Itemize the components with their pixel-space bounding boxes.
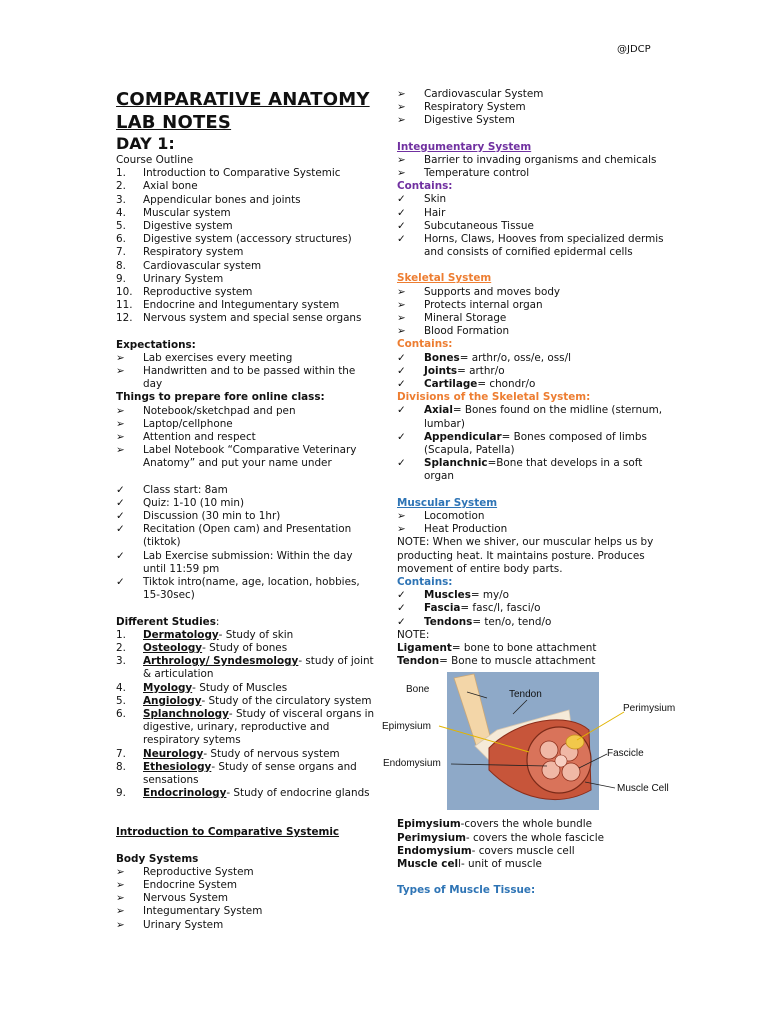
checklist-item: ✓ Subcutaneous Tissue: [397, 219, 534, 232]
figure-label-tendon: Tendon: [509, 689, 542, 701]
expectations-label: Expectations:: [116, 338, 196, 351]
list-item: ➢ Barrier to invading organisms and chemicals: [397, 153, 657, 166]
arrow-bullet-icon: ➢: [116, 878, 125, 891]
arrow-bullet-icon: ➢: [116, 431, 125, 444]
checklist-item: ✓ Tendons= ten/o, tend/o: [397, 615, 552, 628]
muscular-heading: Muscular System: [397, 496, 498, 509]
checkmark-icon: ✓: [397, 589, 406, 602]
list-item: 8. Ethesiology- Study of sense organs and sensations: [116, 760, 357, 786]
arrow-bullet-icon: ➢: [397, 298, 406, 311]
day-heading: DAY 1:: [116, 134, 175, 153]
list-item: 3. Appendicular bones and joints: [116, 193, 301, 206]
definition-row: Endomysium- covers muscle cell: [397, 844, 575, 857]
list-item: 12. Nervous system and special sense organs: [116, 312, 362, 325]
list-item: ➢ Blood Formation: [397, 325, 510, 338]
arrow-bullet-icon: ➢: [116, 918, 125, 931]
list-item: 6. Digestive system (accessory structures): [116, 233, 352, 246]
muscular-note: NOTE: When we shiver, our muscular helps us by producting heat. It maintains posture. Produces movement of entire body parts.: [397, 536, 654, 575]
list-item: 1. Introduction to Comparative Systemic: [116, 167, 341, 180]
arrow-bullet-icon: ➢: [116, 351, 125, 364]
body-systems-label: Body Systems: [116, 852, 199, 865]
arrow-bullet-icon: ➢: [397, 285, 406, 298]
arrow-bullet-icon: ➢: [116, 404, 125, 417]
arrow-bullet-icon: ➢: [116, 892, 125, 905]
figure-label-perimysium: Perimysium: [623, 703, 676, 715]
list-item: ➢ Temperature control: [397, 167, 530, 180]
arrow-bullet-icon: ➢: [397, 312, 406, 325]
checklist-item: ✓ Lab Exercise submission: Within the day until 11:59 pm: [116, 549, 353, 575]
list-item: 4. Myology- Study of Muscles: [116, 681, 288, 694]
author-handle: @JDCP: [617, 44, 651, 55]
checklist-item: ✓ Joints= arthr/o: [397, 364, 505, 377]
checklist-item: ✓ Tiktok intro(name, age, location, hobbies, 15-30sec): [116, 576, 360, 602]
definition-row: Muscle cell- unit of muscle: [397, 857, 542, 870]
list-item: 8. Cardiovascular system: [116, 259, 262, 272]
arrow-bullet-icon: ➢: [116, 417, 125, 430]
checklist-item: ✓ Axial= Bones found on the midline (sternum, lumbar): [397, 404, 663, 430]
list-item: ➢ Handwritten and to be passed within the day: [116, 365, 356, 391]
checklist-item: ✓ Discussion (30 min to 1hr): [116, 510, 281, 523]
left-column: [116, 88, 376, 932]
checklist-item: ✓ Cartilage= chondr/o: [397, 378, 536, 391]
list-item: 11. Endocrine and Integumentary system: [116, 299, 340, 312]
muscular-contains-label: Contains:: [397, 575, 453, 588]
list-item: 7. Respiratory system: [116, 246, 244, 259]
list-item: 4. Muscular system: [116, 206, 231, 219]
checklist-item: ✓ Fascia= fasc/l, fasci/o: [397, 602, 541, 615]
fascicle-shape: [540, 741, 558, 759]
list-item: 7. Neurology- Study of nervous system: [116, 747, 340, 760]
checkmark-icon: ✓: [397, 615, 406, 628]
arrow-bullet-icon: ➢: [397, 167, 406, 180]
checkmark-icon: ✓: [397, 206, 406, 219]
figure-label-epimysium: Epimysium: [382, 721, 431, 733]
course-outline-label: Course Outline: [116, 154, 194, 166]
list-item: ➢ Urinary System: [116, 918, 224, 931]
arrow-bullet-icon: ➢: [397, 101, 406, 114]
intro-heading: Introduction to Comparative Systemic: [116, 826, 340, 839]
definition-row: Perimysium- covers the whole fascicle: [397, 831, 604, 844]
checkmark-icon: ✓: [397, 602, 406, 615]
list-item: ➢ Notebook/sketchpad and pen: [116, 404, 296, 417]
checkmark-icon: ✓: [116, 523, 125, 536]
doc-title-line2: LAB NOTES: [116, 112, 232, 133]
arrow-bullet-icon: ➢: [116, 444, 125, 457]
skeletal-contains-label: Contains:: [397, 338, 453, 351]
checkmark-icon: ✓: [397, 430, 406, 443]
list-item: ➢ Label Notebook “Comparative Veterinary Anatomy” and put your name under: [116, 444, 357, 470]
checklist-item: ✓ Quiz: 1-10 (10 min): [116, 496, 245, 509]
list-item: 6. Splanchnology- Study of visceral organs in digestive, urinary, reproductive and respiratory sytems: [116, 707, 375, 747]
checkmark-icon: ✓: [397, 457, 406, 470]
checkmark-icon: ✓: [397, 378, 406, 391]
muscle-tissue-heading: Types of Muscle Tissue:: [397, 884, 536, 897]
arrow-bullet-icon: ➢: [397, 88, 406, 100]
definition-row: Ligament= bone to bone attachment: [397, 641, 597, 654]
figure-label-bone: Bone: [406, 684, 430, 696]
checklist-item: ✓ Hair: [397, 206, 446, 219]
list-item: ➢ Locomotion: [397, 509, 485, 522]
arrow-bullet-icon: ➢: [116, 905, 125, 918]
list-item: ➢ Digestive System: [397, 114, 515, 127]
list-item: ➢ Attention and respect: [116, 431, 256, 444]
list-item: ➢ Supports and moves body: [397, 285, 561, 298]
integumentary-contains-label: Contains:: [397, 180, 453, 193]
studies-label: Different Studies:: [116, 615, 220, 628]
list-item: 1. Dermatology- Study of skin: [116, 628, 294, 641]
checkmark-icon: ✓: [116, 496, 125, 509]
figure-label-muscle-cell: Muscle Cell: [617, 783, 669, 795]
list-item: ➢ Heat Production: [397, 523, 508, 536]
list-item: 5. Angiology- Study of the circulatory system: [116, 694, 372, 707]
checklist-item: ✓ Horns, Claws, Hooves from specialized dermis and consists of cornified epidermal cells: [397, 233, 664, 259]
arrow-bullet-icon: ➢: [116, 865, 125, 878]
integumentary-heading: Integumentary System: [397, 140, 532, 153]
checkmark-icon: ✓: [116, 549, 125, 562]
figure-label-fascicle: Fascicle: [607, 748, 644, 760]
figure-label-endomysium: Endomysium: [383, 758, 441, 770]
checkmark-icon: ✓: [397, 219, 406, 232]
right-column: [382, 88, 676, 897]
list-item: ➢ Respiratory System: [397, 101, 526, 114]
arrow-bullet-icon: ➢: [397, 325, 406, 338]
list-item: ➢ Nervous System: [116, 892, 228, 905]
course-outline-list: [116, 167, 376, 325]
arrow-bullet-icon: ➢: [397, 523, 406, 536]
list-item: 10. Reproductive system: [116, 286, 253, 299]
list-item: 5. Digestive system: [116, 220, 233, 233]
list-item: ➢ Endocrine System: [116, 878, 238, 891]
checklist-item: ✓ Skin: [397, 193, 447, 206]
fascicle-shape: [555, 755, 567, 767]
list-item: ➢ Protects internal organ: [397, 298, 543, 311]
checkmark-icon: ✓: [397, 351, 406, 364]
prepare-label: Things to prepare fore online class:: [116, 391, 325, 404]
checkmark-icon: ✓: [116, 576, 125, 589]
definition-row: Epimysium-covers the whole bundle: [397, 818, 593, 831]
arrow-bullet-icon: ➢: [397, 509, 406, 522]
checkmark-icon: ✓: [397, 364, 406, 377]
list-item: ➢ Lab exercises every meeting: [116, 351, 293, 364]
arrow-bullet-icon: ➢: [397, 153, 406, 166]
muscle-structure-figure: [379, 670, 709, 818]
list-item: 3. Arthrology/ Syndesmology- study of joint & articulation: [116, 655, 374, 681]
checkmark-icon: ✓: [116, 510, 125, 523]
list-item: 9. Endocrinology- Study of endocrine glands: [116, 787, 370, 800]
list-item: ➢ Reproductive System: [116, 865, 254, 878]
checklist-item: ✓ Splanchnic=Bone that develops in a soft organ: [397, 457, 643, 483]
checklist-item: ✓ Appendicular= Bones composed of limbs (Scapula, Patella): [397, 430, 647, 457]
list-item: 2. Axial bone: [116, 180, 198, 193]
checklist-item: ✓ Bones= arthr/o, oss/e, oss/l: [397, 351, 571, 364]
checkmark-icon: ✓: [397, 404, 406, 417]
doc-title-line1: COMPARATIVE ANATOMY: [116, 89, 370, 110]
arrow-bullet-icon: ➢: [116, 365, 125, 378]
checklist-item: ✓ Class start: 8am: [116, 483, 228, 496]
checkmark-icon: ✓: [116, 483, 125, 496]
skeletal-divisions-label: Divisions of the Skeletal System:: [397, 391, 591, 404]
checkmark-icon: ✓: [397, 193, 406, 206]
checklist-item: ✓ Muscles= my/o: [397, 589, 510, 602]
definition-row: Tendon= Bone to muscle attachment: [397, 655, 596, 668]
list-item: ➢ Integumentary System: [116, 905, 263, 918]
list-item: 2. Osteology- Study of bones: [116, 641, 288, 654]
checklist-item: ✓ Recitation (Open cam) and Presentation (tiktok): [116, 523, 352, 549]
skeletal-heading: Skeletal System: [397, 272, 492, 285]
arrow-bullet-icon: ➢: [397, 114, 406, 127]
checkmark-icon: ✓: [397, 233, 406, 246]
list-item: 9. Urinary System: [116, 272, 224, 285]
muscular-note2-label: NOTE:: [397, 628, 430, 641]
list-item: ➢ Laptop/cellphone: [116, 417, 233, 430]
list-item: ➢ Mineral Storage: [397, 312, 507, 325]
list-item: ➢ Cardiovascular System: [397, 88, 544, 100]
